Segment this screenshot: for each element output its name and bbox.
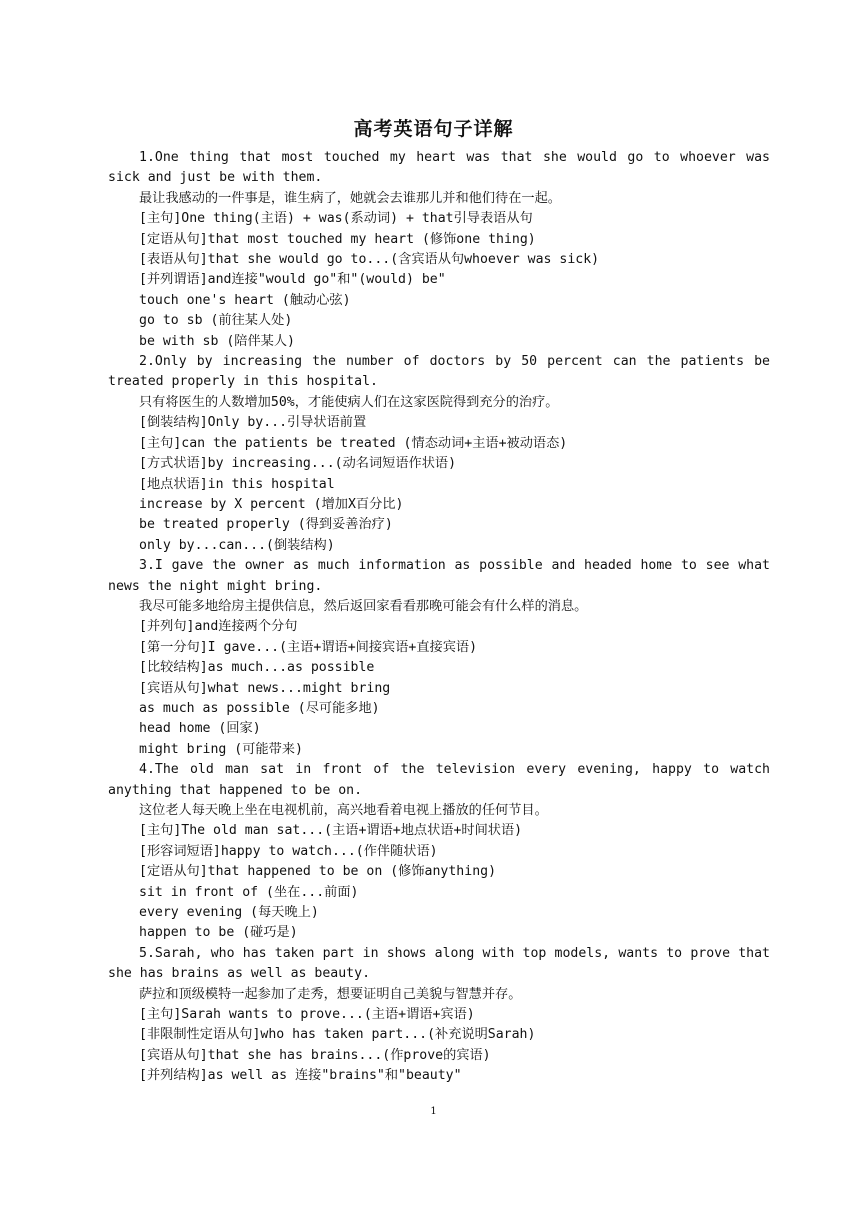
document-body <box>108 148 770 1087</box>
sentence-2-phrase-1: increase by X percent (增加X百分比) <box>139 496 404 512</box>
sentence-2-analysis-3: [方式状语]by increasing...(动名词短语作状语) <box>139 456 457 472</box>
sentence-5-english: 5.Sarah, who has taken part in shows along with top models, wants to prove that she has brains as well as beauty. <box>108 945 770 982</box>
sentence-2-analysis-4: [地点状语]in this hospital <box>139 476 335 492</box>
sentence-4-english: 4.The old man sat in front of the television every evening, happy to watch anything that happened to be on. <box>108 762 770 798</box>
sentence-3-translation: 我尽可能多地给房主提供信息，然后返回家看看那晚可能会有什么样的消息。 <box>139 598 588 614</box>
sentence-4-phrase-1: sit in front of (坐在...前面) <box>139 884 359 900</box>
sentence-2-analysis-1: [倒装结构]Only by...引导状语前置 <box>139 415 367 431</box>
sentence-1-english: 1.One thing that most touched my heart was that she would go to whoever was sick and just be with them. <box>108 150 770 186</box>
sentence-5-analysis-1: [主句]Sarah wants to prove...(主语+谓语+宾语) <box>139 1007 475 1023</box>
sentence-3-phrase-1: as much as possible (尽可能多地) <box>139 700 380 716</box>
sentence-3-analysis-2: [第一分句]I gave...(主语+谓语+间接宾语+直接宾语) <box>139 639 478 655</box>
sentence-1-analysis-1: [主句]One thing(主语) + was(系动词) + that引导表语从句 <box>139 211 533 227</box>
sentence-1-translation: 最让我感动的一件事是，谁生病了，她就会去谁那儿并和他们待在一起。 <box>139 190 561 206</box>
sentence-3-english: 3.I gave the owner as much information as possible and headed home to see what news the night might bring. <box>108 558 770 594</box>
sentence-4-phrase-2: every evening (每天晚上) <box>139 905 319 921</box>
sentence-1-phrase-3: be with sb (陪伴某人) <box>139 333 295 349</box>
sentence-2-phrase-2: be treated properly (得到妥善治疗) <box>139 517 393 533</box>
sentence-2-phrase-3: only by...can...(倒装结构) <box>139 537 335 553</box>
sentence-5-analysis-2: [非限制性定语从句]who has taken part...(补充说明Sarah) <box>139 1027 536 1043</box>
sentence-2-analysis-2: [主句]can the patients be treated (情态动词+主语+被动语态) <box>139 435 568 451</box>
sentence-3-phrase-3: might bring (可能带来) <box>139 741 303 757</box>
page-number: 1 <box>430 1106 437 1117</box>
sentence-3-analysis-1: [并列句]and连接两个分句 <box>139 619 298 635</box>
sentence-3-phrase-2: head home (回家) <box>139 721 261 737</box>
sentence-1-analysis-3: [表语从句]that she would go to...(含宾语从句whoever was sick) <box>139 252 600 268</box>
sentence-4-analysis-3: [定语从句]that happened to be on (修饰anything) <box>139 864 497 880</box>
sentence-4-analysis-2: [形容词短语]happy to watch...(作伴随状语) <box>139 843 438 859</box>
sentence-3-analysis-4: [宾语从句]what news...might bring <box>139 680 391 696</box>
sentence-5-analysis-4: [并列结构]as well as 连接"brains"和"beauty" <box>139 1068 462 1084</box>
document-title: 高考英语句子详解 <box>353 118 514 140</box>
sentence-5-translation: 萨拉和顶级模特一起参加了走秀，想要证明自己美貌与智慧并存。 <box>139 986 522 1002</box>
sentence-5-analysis-3: [宾语从句]that she has brains...(作prove的宾语) <box>139 1047 491 1063</box>
sentence-4-analysis-1: [主句]The old man sat...(主语+谓语+地点状语+时间状语) <box>139 823 523 839</box>
sentence-4-phrase-3: happen to be (碰巧是) <box>139 925 298 941</box>
sentence-1-analysis-2: [定语从句]that most touched my heart (修饰one thing) <box>139 231 536 247</box>
sentence-4-translation: 这位老人每天晚上坐在电视机前，高兴地看着电视上播放的任何节目。 <box>139 803 548 818</box>
sentence-2-english: 2.Only by increasing the number of doctors by 50 percent can the patients be treated properly in this hospital. <box>108 354 770 390</box>
sentence-2-translation: 只有将医生的人数增加50%，才能使病人们在这家医院得到充分的治疗。 <box>139 394 559 410</box>
sentence-3-analysis-3: [比较结构]as much...as possible <box>139 660 375 676</box>
sentence-1-phrase-1: touch one's heart (触动心弦) <box>139 292 351 308</box>
sentence-1-phrase-2: go to sb (前往某人处) <box>139 313 293 329</box>
sentence-1-analysis-4: [并列谓语]and连接"would go"和"(would) be" <box>139 272 446 288</box>
